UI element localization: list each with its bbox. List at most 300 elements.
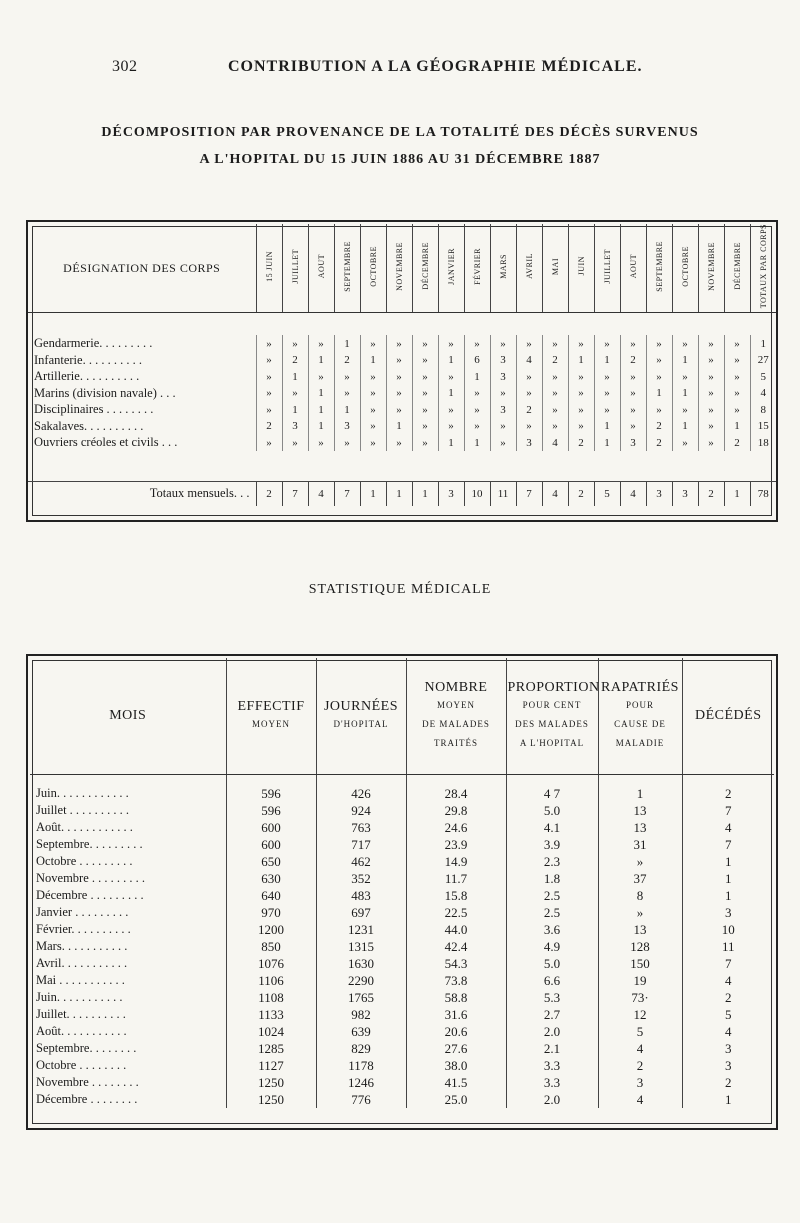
- column-header: AVRIL: [516, 224, 542, 313]
- cell-mois: Juin. . . . . . . . . . .: [36, 990, 123, 1004]
- cell-deces: 3: [682, 1040, 774, 1057]
- cell-mois: Janvier . . . . . . . . .: [36, 905, 129, 919]
- cell-value: 1: [672, 385, 698, 402]
- cell-deces: 7: [682, 836, 774, 853]
- cell-value: »: [620, 385, 646, 402]
- total-value: 1: [724, 481, 750, 506]
- column-header: JUIN: [568, 224, 594, 313]
- cell-nombre: 22.5: [406, 904, 506, 921]
- cell-rapatries: 37: [598, 870, 682, 887]
- header-nombre: NOMBRE MOYEN DE MALADES TRAITÉS: [406, 658, 506, 775]
- column-header: NOVEMBRE: [386, 224, 412, 313]
- cell-value: 15: [750, 418, 776, 435]
- cell-value: »: [412, 418, 438, 435]
- cell-proportion: 2.7: [506, 1006, 598, 1023]
- column-header: JANVIER: [438, 224, 464, 313]
- row-label: Artillerie. . . . . . . . . .: [34, 369, 140, 384]
- cell-value: »: [308, 335, 334, 352]
- cell-mois: Mai . . . . . . . . . . .: [36, 973, 125, 987]
- cell-deces: 2: [682, 989, 774, 1006]
- cell-deces: 1: [682, 1091, 774, 1108]
- cell-value: »: [360, 335, 386, 352]
- cell-effectif: 850: [226, 938, 316, 955]
- cell-mois: Décembre . . . . . . . .: [36, 1092, 138, 1106]
- cell-value: 27: [750, 352, 776, 369]
- cell-value: 1: [672, 418, 698, 435]
- cell-value: »: [256, 335, 282, 352]
- cell-journees: 2290: [316, 972, 406, 989]
- cell-value: »: [282, 385, 308, 402]
- cell-value: »: [620, 401, 646, 418]
- cell-deces: 1: [682, 887, 774, 904]
- table-row: [30, 819, 774, 836]
- cell-value: »: [516, 335, 542, 352]
- cell-value: 1: [334, 401, 360, 418]
- cell-rapatries: 4: [598, 1040, 682, 1057]
- cell-mois: Juillet . . . . . . . . . .: [36, 803, 130, 817]
- cell-value: 8: [750, 401, 776, 418]
- cell-nombre: 73.8: [406, 972, 506, 989]
- column-header: JUILLET: [282, 224, 308, 313]
- total-value: 1: [360, 481, 386, 506]
- cell-proportion: 2.5: [506, 887, 598, 904]
- table-row: [28, 418, 776, 435]
- cell-nombre: 42.4: [406, 938, 506, 955]
- cell-mois: Octobre . . . . . . . .: [36, 1058, 127, 1072]
- table-row: [30, 802, 774, 819]
- cell-effectif: 1106: [226, 972, 316, 989]
- cell-value: »: [360, 368, 386, 385]
- row-label: Marins (division navale) . . .: [34, 385, 176, 400]
- cell-value: »: [698, 368, 724, 385]
- cell-effectif: 1133: [226, 1006, 316, 1023]
- cell-effectif: 650: [226, 853, 316, 870]
- cell-proportion: 3.3: [506, 1057, 598, 1074]
- cell-deces: 7: [682, 802, 774, 819]
- cell-value: 1: [360, 352, 386, 369]
- cell-value: 1: [308, 385, 334, 402]
- cell-value: »: [438, 335, 464, 352]
- cell-value: »: [516, 385, 542, 402]
- column-header: DÉCEMBRE: [724, 224, 750, 313]
- cell-value: »: [646, 368, 672, 385]
- cell-proportion: 4.1: [506, 819, 598, 836]
- cell-rapatries: 3: [598, 1074, 682, 1091]
- total-value: 2: [256, 481, 282, 506]
- cell-rapatries: »: [598, 904, 682, 921]
- cell-value: »: [698, 418, 724, 435]
- cell-value: 1: [646, 385, 672, 402]
- cell-value: »: [568, 368, 594, 385]
- cell-nombre: 31.6: [406, 1006, 506, 1023]
- cell-effectif: 1024: [226, 1023, 316, 1040]
- cell-value: 6: [464, 352, 490, 369]
- row-label: Gendarmerie. . . . . . . . .: [34, 336, 153, 351]
- cell-mois: Mars. . . . . . . . . . .: [36, 939, 128, 953]
- page-number: 302: [112, 58, 138, 75]
- cell-value: »: [542, 385, 568, 402]
- cell-value: »: [594, 401, 620, 418]
- total-value: 7: [516, 481, 542, 506]
- cell-value: »: [516, 368, 542, 385]
- cell-value: »: [594, 385, 620, 402]
- cell-deces: 1: [682, 853, 774, 870]
- column-header: DÉCEMBRE: [412, 224, 438, 313]
- cell-effectif: 1127: [226, 1057, 316, 1074]
- cell-value: 4: [542, 434, 568, 451]
- cell-value: 1: [438, 434, 464, 451]
- cell-mois: Juin. . . . . . . . . . . .: [36, 786, 129, 800]
- column-header: MARS: [490, 224, 516, 313]
- cell-value: »: [698, 401, 724, 418]
- cell-value: »: [464, 418, 490, 435]
- cell-value: »: [594, 335, 620, 352]
- cell-rapatries: 4: [598, 1091, 682, 1108]
- cell-rapatries: 13: [598, 802, 682, 819]
- table-row: [28, 385, 776, 402]
- cell-value: 2: [646, 418, 672, 435]
- column-header: SEPTEMBRE: [334, 224, 360, 313]
- cell-mois: Septembre. . . . . . . . .: [36, 837, 143, 851]
- cell-rapatries: 150: [598, 955, 682, 972]
- cell-value: »: [724, 368, 750, 385]
- cell-nombre: 54.3: [406, 955, 506, 972]
- cell-value: »: [490, 335, 516, 352]
- header-proportion: PROPORTION POUR CENT DES MALADES A L'HOPITAL: [506, 658, 598, 775]
- totals-row: [28, 481, 776, 506]
- cell-value: 3: [490, 368, 516, 385]
- cell-value: »: [360, 418, 386, 435]
- table-row: [30, 785, 774, 802]
- cell-rapatries: 73·: [598, 989, 682, 1006]
- cell-mois: Septembre. . . . . . . .: [36, 1041, 137, 1055]
- cell-value: »: [438, 418, 464, 435]
- table-row: [30, 1006, 774, 1023]
- row-label: Ouvriers créoles et civils . . .: [34, 435, 178, 450]
- cell-value: »: [620, 418, 646, 435]
- cell-effectif: 596: [226, 802, 316, 819]
- cell-value: »: [360, 385, 386, 402]
- cell-deces: 1: [682, 870, 774, 887]
- cell-journees: 829: [316, 1040, 406, 1057]
- cell-nombre: 38.0: [406, 1057, 506, 1074]
- cell-value: »: [386, 401, 412, 418]
- running-head: [112, 58, 760, 82]
- cell-rapatries: »: [598, 853, 682, 870]
- cell-effectif: 970: [226, 904, 316, 921]
- cell-journees: 924: [316, 802, 406, 819]
- cell-value: 3: [282, 418, 308, 435]
- cell-value: 3: [334, 418, 360, 435]
- cell-proportion: 3.6: [506, 921, 598, 938]
- cell-value: 2: [282, 352, 308, 369]
- table-row: [30, 887, 774, 904]
- total-value: 3: [672, 481, 698, 506]
- cell-proportion: 5.0: [506, 802, 598, 819]
- cell-rapatries: 31: [598, 836, 682, 853]
- cell-value: »: [386, 434, 412, 451]
- cell-nombre: 15.8: [406, 887, 506, 904]
- cell-value: 3: [490, 401, 516, 418]
- cell-nombre: 28.4: [406, 785, 506, 802]
- cell-value: »: [256, 385, 282, 402]
- cell-journees: 1231: [316, 921, 406, 938]
- cell-journees: 763: [316, 819, 406, 836]
- cell-value: 1: [594, 434, 620, 451]
- cell-value: 3: [490, 352, 516, 369]
- table2-title: STATISTIQUE MÉDICALE: [308, 582, 492, 597]
- cell-deces: 3: [682, 1057, 774, 1074]
- cell-journees: 697: [316, 904, 406, 921]
- cell-deces: 2: [682, 1074, 774, 1091]
- cell-value: 3: [516, 434, 542, 451]
- cell-value: 2: [334, 352, 360, 369]
- cell-value: »: [334, 368, 360, 385]
- cell-proportion: 2.5: [506, 904, 598, 921]
- cell-value: »: [360, 401, 386, 418]
- cell-value: »: [334, 434, 360, 451]
- table-row: [30, 989, 774, 1006]
- cell-proportion: 4.9: [506, 938, 598, 955]
- cell-nombre: 29.8: [406, 802, 506, 819]
- cell-effectif: 596: [226, 785, 316, 802]
- cell-mois: Août. . . . . . . . . . .: [36, 1024, 127, 1038]
- cell-value: »: [438, 368, 464, 385]
- cell-journees: 462: [316, 853, 406, 870]
- cell-proportion: 4 7: [506, 785, 598, 802]
- table-row: [30, 853, 774, 870]
- cell-value: »: [464, 401, 490, 418]
- cell-rapatries: 1: [598, 785, 682, 802]
- cell-value: »: [386, 335, 412, 352]
- cell-value: »: [308, 368, 334, 385]
- cell-nombre: 58.8: [406, 989, 506, 1006]
- total-value: 1: [386, 481, 412, 506]
- cell-value: »: [464, 385, 490, 402]
- table1-title-line1: DÉCOMPOSITION PAR PROVENANCE DE LA TOTALITÉ DES DÉCÈS SURVENUS: [101, 125, 699, 140]
- cell-value: »: [568, 335, 594, 352]
- header-mois: MOIS: [30, 658, 226, 775]
- cell-deces: 10: [682, 921, 774, 938]
- table-row: [30, 1023, 774, 1040]
- cell-value: 2: [516, 401, 542, 418]
- column-header: FÉVRIER: [464, 224, 490, 313]
- cell-value: 2: [620, 352, 646, 369]
- cell-value: 1: [594, 352, 620, 369]
- cell-value: »: [568, 418, 594, 435]
- cell-value: »: [282, 335, 308, 352]
- cell-mois: Novembre . . . . . . . .: [36, 1075, 139, 1089]
- cell-nombre: 25.0: [406, 1091, 506, 1108]
- cell-deces: 7: [682, 955, 774, 972]
- deaths-by-corps-table: [28, 224, 776, 506]
- cell-rapatries: 5: [598, 1023, 682, 1040]
- header-effectif: EFFECTIF MOYEN: [226, 658, 316, 775]
- cell-value: »: [646, 352, 672, 369]
- column-header: SEPTEMBRE: [646, 224, 672, 313]
- table-row: [30, 836, 774, 853]
- cell-value: »: [308, 434, 334, 451]
- cell-value: »: [256, 368, 282, 385]
- cell-value: »: [412, 335, 438, 352]
- table-row: [30, 1057, 774, 1074]
- table-row: [28, 352, 776, 369]
- cell-value: »: [386, 352, 412, 369]
- cell-value: »: [594, 368, 620, 385]
- cell-proportion: 5.0: [506, 955, 598, 972]
- cell-value: 2: [256, 418, 282, 435]
- cell-value: »: [360, 434, 386, 451]
- total-value: 4: [308, 481, 334, 506]
- cell-value: »: [568, 401, 594, 418]
- cell-nombre: 23.9: [406, 836, 506, 853]
- cell-value: »: [672, 368, 698, 385]
- cell-value: 1: [282, 401, 308, 418]
- cell-rapatries: 13: [598, 921, 682, 938]
- row-label: Disciplinaires . . . . . . . .: [34, 402, 154, 417]
- cell-effectif: 1250: [226, 1074, 316, 1091]
- total-value: 78: [750, 481, 776, 506]
- cell-proportion: 1.8: [506, 870, 598, 887]
- cell-value: »: [490, 418, 516, 435]
- cell-value: »: [698, 335, 724, 352]
- cell-value: 2: [646, 434, 672, 451]
- cell-deces: 3: [682, 904, 774, 921]
- cell-value: »: [256, 434, 282, 451]
- cell-effectif: 630: [226, 870, 316, 887]
- cell-value: »: [516, 418, 542, 435]
- header-journees: JOURNÉES D'HOPITAL: [316, 658, 406, 775]
- column-header: MAI: [542, 224, 568, 313]
- cell-mois: Octobre . . . . . . . . .: [36, 854, 133, 868]
- cell-deces: 4: [682, 819, 774, 836]
- header-designation: DÉSIGNATION DES CORPS: [28, 224, 256, 313]
- cell-journees: 982: [316, 1006, 406, 1023]
- cell-value: 4: [516, 352, 542, 369]
- total-value: 1: [412, 481, 438, 506]
- cell-value: 1: [672, 352, 698, 369]
- column-header: OCTOBRE: [360, 224, 386, 313]
- cell-value: 3: [620, 434, 646, 451]
- total-value: 11: [490, 481, 516, 506]
- cell-value: 2: [724, 434, 750, 451]
- cell-value: »: [646, 335, 672, 352]
- cell-proportion: 2.0: [506, 1091, 598, 1108]
- cell-proportion: 2.1: [506, 1040, 598, 1057]
- cell-journees: 1315: [316, 938, 406, 955]
- cell-rapatries: 19: [598, 972, 682, 989]
- table-row: [30, 938, 774, 955]
- cell-value: »: [672, 401, 698, 418]
- cell-value: »: [672, 434, 698, 451]
- cell-journees: 776: [316, 1091, 406, 1108]
- cell-mois: Juillet. . . . . . . . . .: [36, 1007, 126, 1021]
- cell-value: 1: [724, 418, 750, 435]
- cell-mois: Décembre . . . . . . . . .: [36, 888, 144, 902]
- cell-value: »: [542, 418, 568, 435]
- table-row: [30, 904, 774, 921]
- cell-mois: Avril. . . . . . . . . . .: [36, 956, 128, 970]
- cell-value: »: [256, 352, 282, 369]
- total-value: 3: [438, 481, 464, 506]
- cell-value: 4: [750, 385, 776, 402]
- cell-value: »: [646, 401, 672, 418]
- cell-value: »: [620, 368, 646, 385]
- cell-effectif: 640: [226, 887, 316, 904]
- cell-value: »: [490, 434, 516, 451]
- cell-value: »: [568, 385, 594, 402]
- cell-value: »: [698, 434, 724, 451]
- total-value: 2: [698, 481, 724, 506]
- cell-rapatries: 8: [598, 887, 682, 904]
- cell-proportion: 3.3: [506, 1074, 598, 1091]
- cell-deces: 2: [682, 785, 774, 802]
- cell-value: »: [464, 335, 490, 352]
- column-header: 15 JUIN: [256, 224, 282, 313]
- column-header: AOUT: [308, 224, 334, 313]
- cell-value: »: [620, 335, 646, 352]
- column-header: JUILLET: [594, 224, 620, 313]
- cell-value: 2: [542, 352, 568, 369]
- cell-effectif: 1250: [226, 1091, 316, 1108]
- cell-value: 1: [438, 385, 464, 402]
- cell-value: »: [698, 385, 724, 402]
- table-row: [28, 368, 776, 385]
- cell-effectif: 600: [226, 836, 316, 853]
- cell-value: »: [542, 401, 568, 418]
- cell-value: »: [412, 385, 438, 402]
- total-value: 4: [620, 481, 646, 506]
- cell-value: »: [412, 434, 438, 451]
- column-header: NOVEMBRE: [698, 224, 724, 313]
- cell-value: 1: [308, 401, 334, 418]
- cell-rapatries: 128: [598, 938, 682, 955]
- cell-value: »: [724, 401, 750, 418]
- cell-rapatries: 13: [598, 819, 682, 836]
- cell-journees: 1246: [316, 1074, 406, 1091]
- column-header: OCTOBRE: [672, 224, 698, 313]
- cell-mois: Février. . . . . . . . . .: [36, 922, 131, 936]
- cell-journees: 717: [316, 836, 406, 853]
- cell-deces: 4: [682, 972, 774, 989]
- cell-nombre: 14.9: [406, 853, 506, 870]
- cell-value: »: [724, 385, 750, 402]
- cell-value: »: [412, 368, 438, 385]
- cell-value: »: [282, 434, 308, 451]
- cell-value: 1: [282, 368, 308, 385]
- cell-deces: 11: [682, 938, 774, 955]
- cell-value: 1: [438, 352, 464, 369]
- cell-value: »: [490, 385, 516, 402]
- column-header: TOTAUX PAR CORPS: [750, 224, 776, 313]
- cell-value: »: [698, 352, 724, 369]
- cell-nombre: 24.6: [406, 819, 506, 836]
- total-value: 7: [334, 481, 360, 506]
- cell-proportion: 6.6: [506, 972, 598, 989]
- table-row: [28, 434, 776, 451]
- cell-rapatries: 12: [598, 1006, 682, 1023]
- cell-effectif: 600: [226, 819, 316, 836]
- cell-value: 5: [750, 368, 776, 385]
- cell-journees: 1630: [316, 955, 406, 972]
- table-row: [30, 921, 774, 938]
- cell-value: 1: [308, 418, 334, 435]
- cell-value: 1: [334, 335, 360, 352]
- cell-effectif: 1200: [226, 921, 316, 938]
- table1-title-line2: A L'HOPITAL DU 15 JUIN 1886 AU 31 DÉCEMBRE 1887: [199, 152, 601, 167]
- cell-value: »: [386, 385, 412, 402]
- table-row: [28, 401, 776, 418]
